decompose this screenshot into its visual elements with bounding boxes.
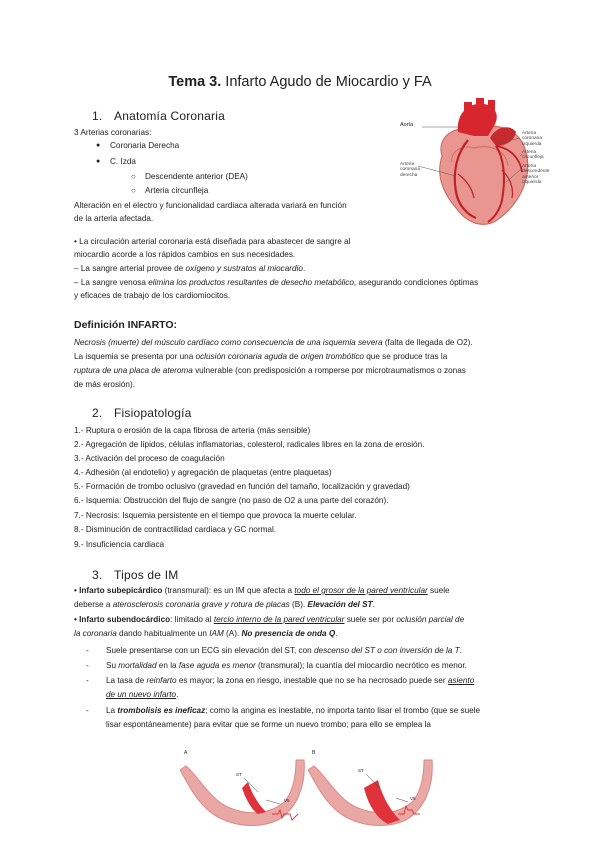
figure-b-st-label: ST (358, 768, 364, 773)
figure-b-v5-label: V5 (410, 796, 416, 801)
page-title (0, 74, 600, 90)
tipos-text: la coronaria dando habitualmente un IAM (A). No presencia de onda Q. (74, 629, 338, 638)
section-heading-tipos: 3. Tipos de IM (92, 568, 179, 582)
fisio-item: 1.- Ruptura o erosión de la capa fibrosa de arteria (más sensible) (74, 426, 311, 435)
anatomy-text: – La sangre arterial provee de oxígeno y sustratos al miocardio. (74, 264, 306, 273)
anatomy-text: de la arteria afectada. (74, 214, 154, 223)
section-heading-fisiopatologia: 2. Fisiopatología (92, 406, 192, 420)
label-descendente-anterior: Arteria descendente anterior izquierda (522, 164, 550, 186)
fisio-item: 5.- Formación de trombo oclusivo (gravedad en función del tamaño, localización y gravedad) (74, 482, 410, 491)
title-bold: Tema 3. (168, 74, 222, 90)
anatomy-text: • La circulación arterial coronaria está diseñada para abastecer de sangre al (74, 237, 351, 246)
figure-a-st-label: ST (236, 772, 242, 777)
list-item: ○ Descendente anterior (DEA) (145, 170, 248, 183)
list-item: ● Coronaria Derecha (110, 139, 179, 152)
label-coronaria-derecha: Arteria coronaria derecha (400, 162, 420, 178)
fisio-item: 7.- Necrosis: Isquemia persistente en el tiempo que provoca la muerte celular. (74, 511, 357, 520)
label-aorta: Aorta (400, 122, 414, 128)
list-item: - La trombolisis es ineficaz; como la angina es inestable, no importa tanto lisar el trombo (que se suele (106, 704, 480, 717)
fisio-item: 3.- Activación del proceso de coagulación (74, 454, 225, 463)
fisio-item: 2.- Agregación de lípidos, células inflamatorias, colesterol, radicales libres en la zona de erosión. (74, 440, 425, 449)
infarto-text: ruptura de una placa de ateroma vulnerable (con predisposición a romperse por microtraumatismos o zonas (74, 366, 466, 375)
list-item: ○ Arteria circunfleja (145, 184, 208, 197)
tipos-text: • Infarto subepicárdico (transmural): es un IM que afecta a todo el grosor de la pared ventricular suele (74, 586, 450, 595)
fisio-item: 8.- Disminución de contractilidad cardiaca y GC normal. (74, 525, 277, 534)
infarto-heading: Definición INFARTO: (74, 319, 178, 331)
title-rest: Infarto Agudo de Miocardio y FA (221, 74, 432, 90)
tipos-text: • Infarto subendocárdico: limitado al tercio interno de la pared ventricular suele ser por oclusión parcial de (74, 615, 465, 624)
tipos-text: deberse a aterosclerosis coronaria grave y rotura de placas (B). Elevación del ST. (74, 600, 375, 609)
anatomy-text: Alteración en el electro y funcionalidad cardiaca alterada variará en función (74, 201, 347, 210)
figure-b-label: B (312, 750, 316, 756)
figure-a-v5-label: V5 (284, 798, 290, 803)
section-heading-anatomia: 1. Anatomía Coronaria (92, 109, 225, 123)
list-item: - Su mortalidad en la fase aguda es menor (transmural); la cuantía del miocardio necrótico es menor. (106, 659, 467, 672)
anatomy-text: – La sangre venosa elimina los productos resultantes de desecho metabólico, asegurando condiciones óptimas (74, 278, 479, 287)
fisio-item: 6.- Isquemia: Obstrucción del flujo de sangre (no paso de O2 a una parte del corazón). (74, 496, 389, 505)
infarto-text: Necrosis (muerte) del músculo cardíaco como consecuencia de una isquemia severa (falta de llegada de O2). (74, 338, 473, 347)
figure-a-label: A (184, 750, 188, 756)
fisio-item: 4.- Adhesión (al endotelio) y agregación de plaquetas (entre plaquetas) (74, 468, 332, 477)
list-item: ● C. Izda (110, 155, 136, 168)
figure-b-svg (308, 748, 458, 830)
infarto-text: de más erosión). (74, 380, 135, 389)
label-circunfleja: Arteria circunfleja (522, 150, 544, 161)
list-item: - La tasa de reinfarto es mayor; la zona en riesgo, inestable que no se ha necrosado puede ser asiento (106, 674, 474, 687)
list-item-continued: de un nuevo infarto. (106, 690, 179, 699)
list-item-continued: lisar espontáneamente) para evitar que se forme un nuevo trombo; para ello se emplea la (106, 720, 431, 729)
heart-svg (396, 96, 560, 230)
anatomy-text: y eficaces de trabajo de los cardiomiocitos. (74, 291, 231, 300)
infarto-text: La isquemia se presenta por una oclusión coronaria aguda de origen trombótico que se produce tras la (74, 352, 448, 361)
list-item: - Suele presentarse con un ECG sin elevación del ST, con descenso del ST o con inversión de la T. (106, 644, 462, 657)
label-coronaria-izquierda: Arteria coronaria izquierda (522, 131, 542, 147)
heart-illustration (396, 96, 560, 230)
figure-b-subepicardico (308, 748, 458, 830)
fisio-item: 9.- Insuficiencia cardiaca (74, 540, 165, 549)
anatomy-text: miocardio acorde a los rápidos cambios en sus necesidades. (74, 250, 296, 259)
anatomy-intro: 3 Arterias coronarias: (74, 128, 152, 137)
